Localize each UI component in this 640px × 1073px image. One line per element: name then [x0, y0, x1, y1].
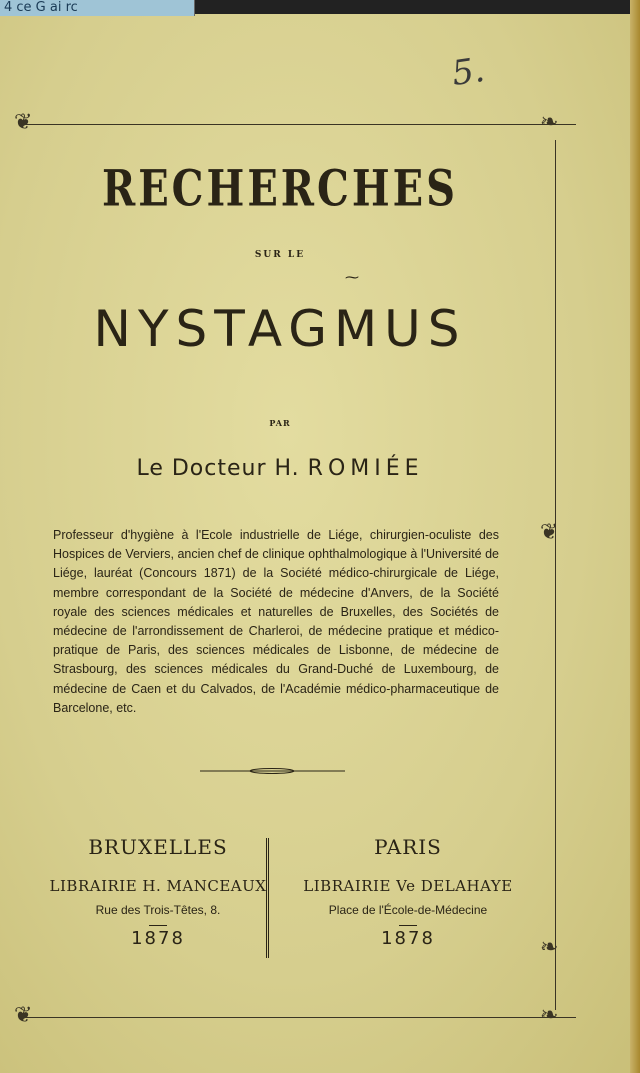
- author-credentials: Professeur d'hygiène à l'Ecole industrielle de Liége, chirurgien-oculiste des Hospices de Verviers, ancien chef de clinique ophthalmologique à l'Université de Liége, lauréat (Concours 1871) de la Société médico-chirurgicale de Liége, membre correspondant de la Société de médecine d'Anvers, de la Société royale des sciences médicales et naturelles de Bruxelles, des Sociétés de médecine de l'arrondissement de Charleroi, de médecine pratique et médico-pratique de Paris, des sciences médicales de Lisbonne, de médecine de Strasbourg, des sciences médicales du Grand-Duché de Luxembourg, de médecine de Caen et du Calvados, de l'Académie médico-pharmaceutique de Barcelone, etc.: [53, 528, 499, 715]
- author-prefix: Le Docteur H.: [136, 456, 300, 481]
- imprint-publisher: LIBRAIRIE Ve DELAHAYE: [303, 877, 513, 895]
- top-left-flourish-icon: ❦: [14, 110, 33, 135]
- title-par: PAR: [269, 418, 291, 428]
- divider-ornament-icon: [200, 768, 345, 774]
- title-recherches: RECHERCHES: [101, 159, 459, 218]
- imprint-address: Place de l'École-de-Médecine: [328, 903, 488, 917]
- bottom-right-flourish-icon: ❧: [540, 1003, 559, 1028]
- title-sur-le: SUR LE: [254, 250, 306, 260]
- imprint-city: BRUXELLES: [88, 835, 228, 859]
- side-flourish-icon: ❦: [540, 520, 559, 545]
- top-right-flourish-icon: ❧: [540, 110, 559, 135]
- top-ornamental-rule: [20, 124, 576, 125]
- right-ornamental-rule: [555, 140, 556, 1010]
- imprint-column-separator: [266, 838, 269, 958]
- side-flourish-lower-icon: ❧: [540, 935, 559, 960]
- title-nystagmus: NYSTAGMUS: [93, 300, 467, 358]
- imprint-publisher: LIBRAIRIE H. MANCEAUX: [49, 877, 267, 895]
- imprint-year: 1878: [131, 928, 185, 949]
- handwritten-number: 5.: [449, 49, 488, 95]
- imprint-brussels: [28, 835, 288, 949]
- page-edge: [630, 0, 640, 1073]
- library-card-fragment: 4 ce G ai rc: [0, 0, 195, 16]
- imprint-dash: [149, 925, 167, 926]
- imprint-city: PARIS: [374, 835, 442, 859]
- swash-ornament-icon: ⁓: [345, 270, 359, 286]
- imprint-paris: [278, 835, 538, 949]
- author-line: [0, 456, 560, 481]
- imprint-dash: [399, 925, 417, 926]
- bottom-ornamental-rule: [20, 1017, 576, 1018]
- bottom-left-flourish-icon: ❦: [14, 1003, 33, 1028]
- author-surname: ROMIÉE: [307, 456, 424, 481]
- imprint-address: Rue des Trois-Têtes, 8.: [95, 903, 221, 917]
- imprint-year: 1878: [381, 928, 435, 949]
